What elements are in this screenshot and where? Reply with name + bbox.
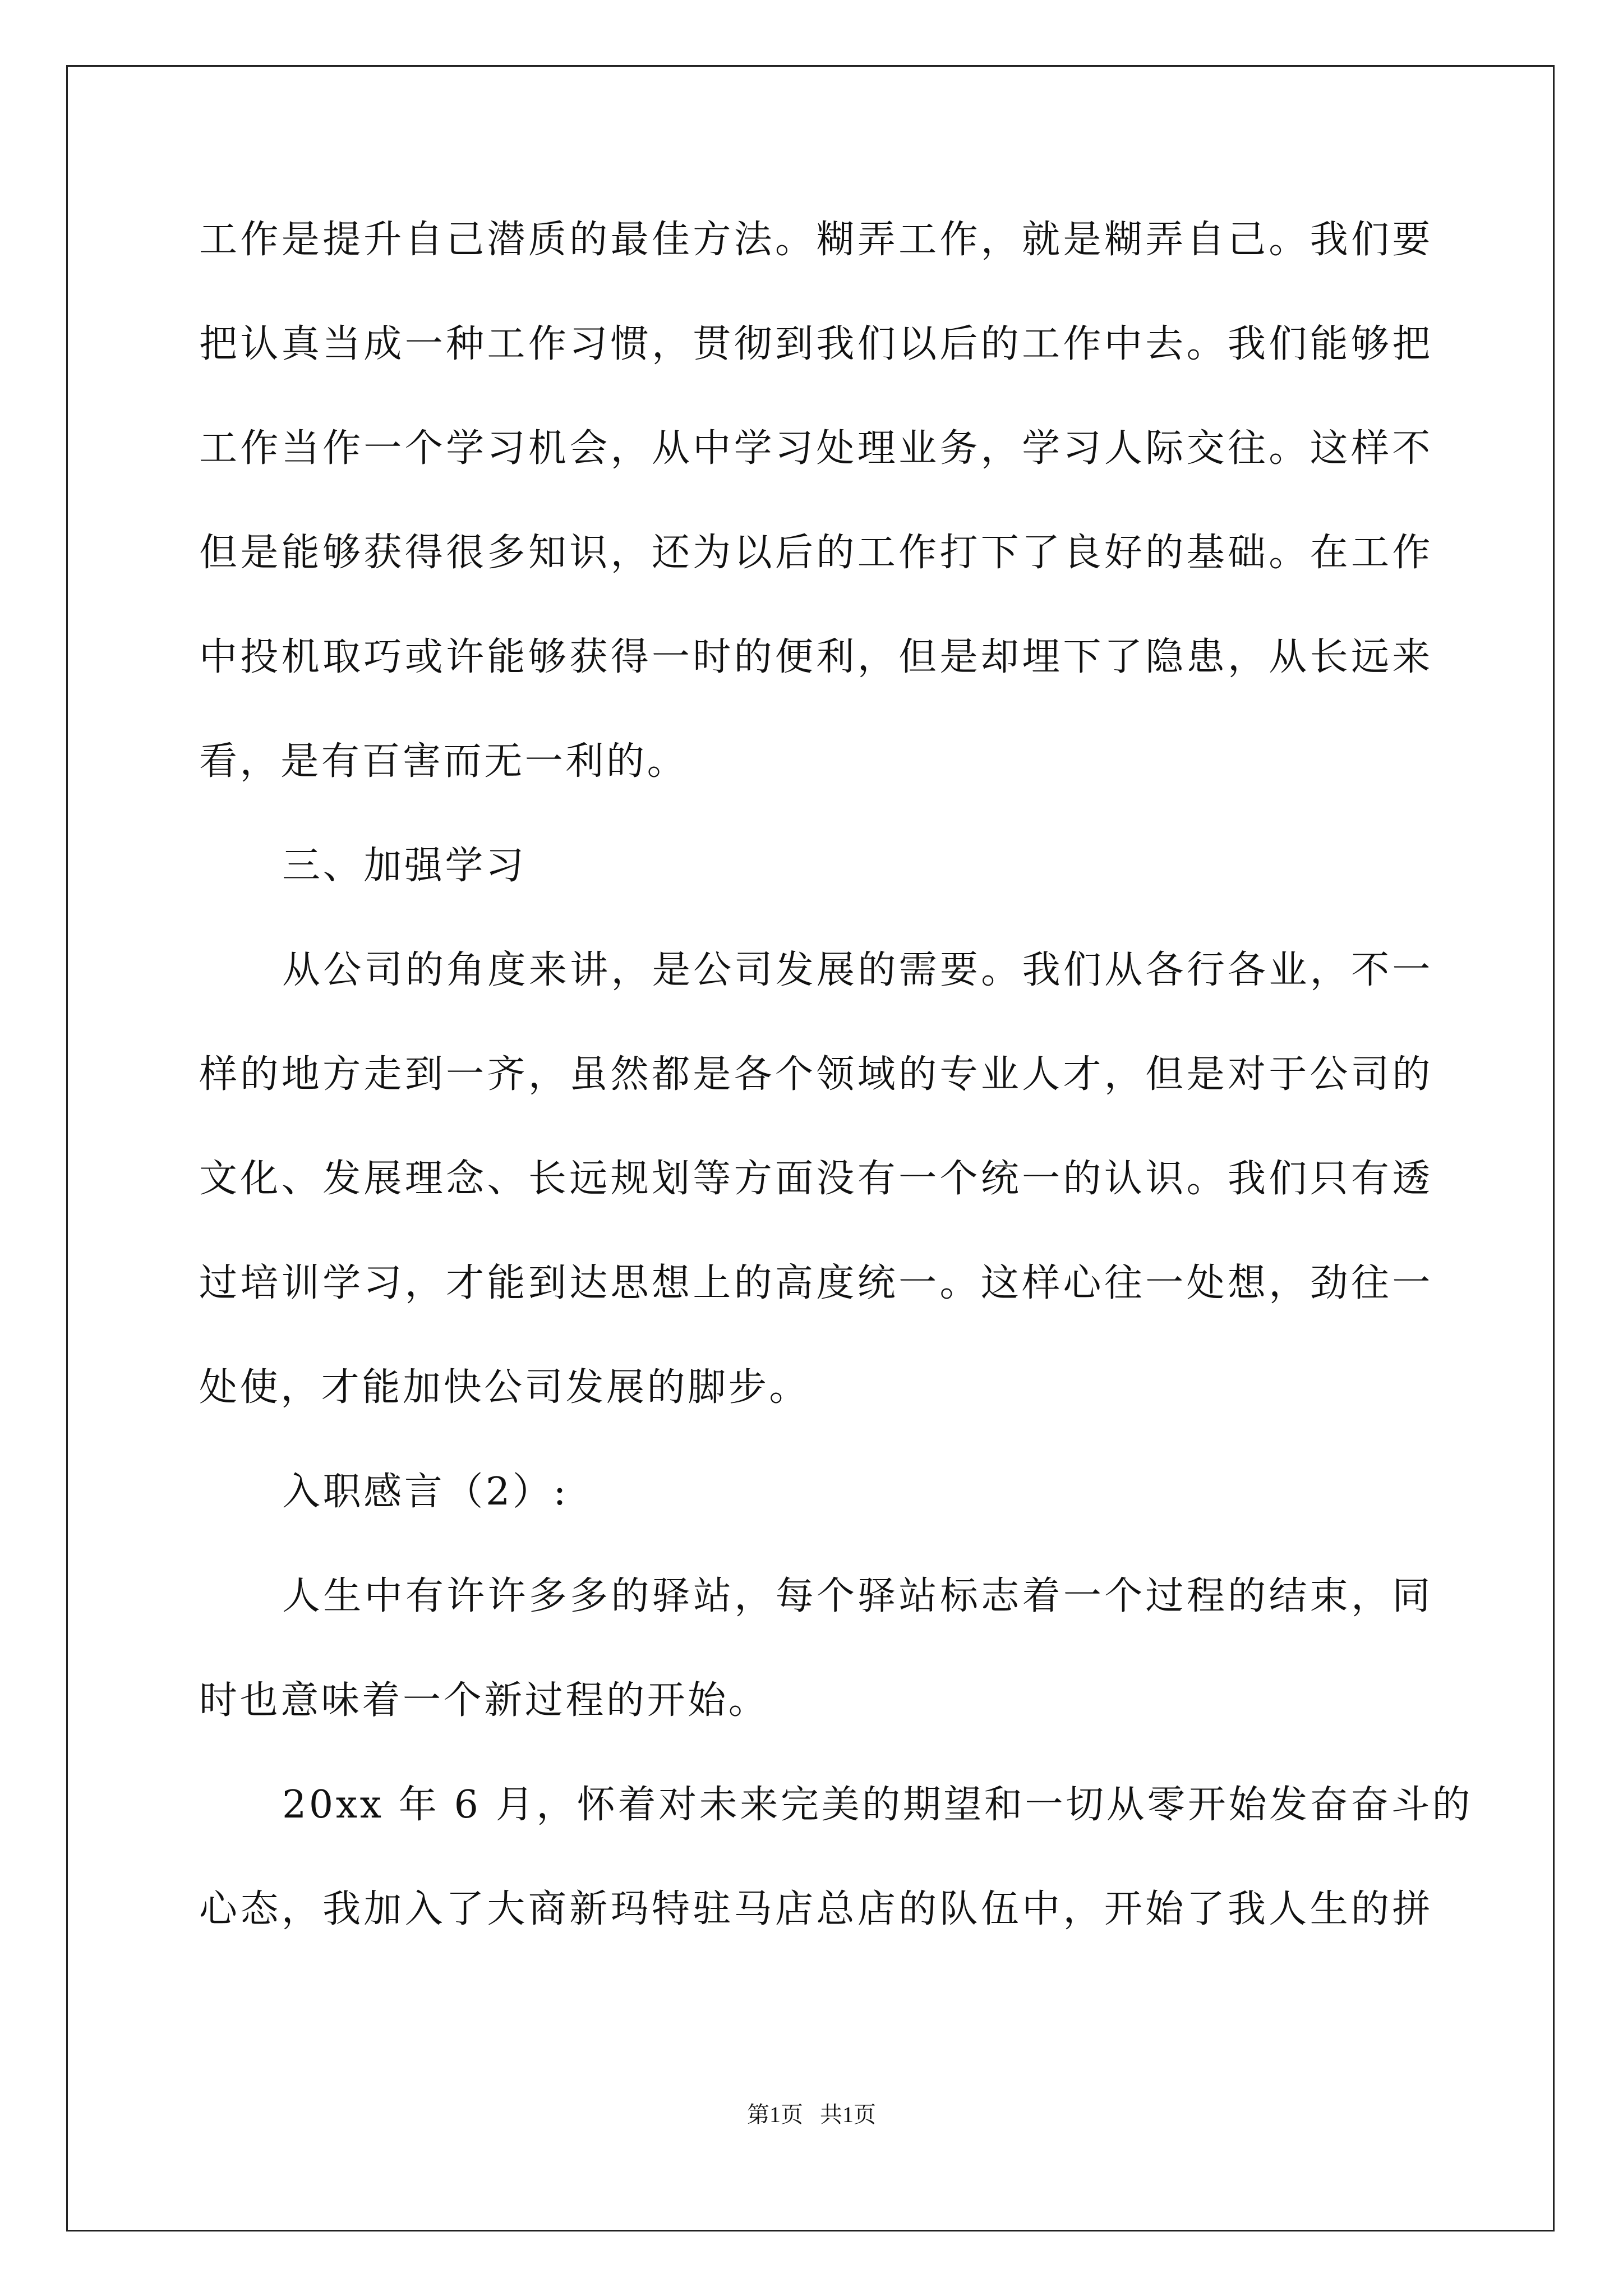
text-line: 从公司的角度来讲，是公司发展的需要。我们从各行各业，不一 [282, 948, 1433, 992]
text-line: 把认真当成一种工作习惯，贯彻到我们以后的工作中去。我们能够把 [199, 322, 1433, 366]
text-line: 中投机取巧或许能够获得一时的便利，但是却埋下了隐患，从长远来 [199, 635, 1433, 679]
text-line: 人生中有许许多多的驿站，每个驿站标志着一个过程的结束，同 [282, 1574, 1433, 1618]
text-line: 处使，才能加快公司发展的脚步。 [199, 1365, 810, 1410]
text-line: 20xx 年 6 月，怀着对未来完美的期望和一切从零开始发奋奋斗的 [282, 1783, 1473, 1827]
page-footer: 第1页 共1页 [747, 2102, 876, 2127]
text-line: 文化、发展理念、长远规划等方面没有一个统一的认识。我们只有透 [199, 1157, 1433, 1201]
text-line: 但是能够获得很多知识，还为以后的工作打下了良好的基础。在工作 [199, 531, 1433, 575]
text-line: 看，是有百害而无一利的。 [199, 739, 688, 784]
text-line: 过培训学习，才能到达思想上的高度统一。这样心往一处想，劲往一 [199, 1261, 1433, 1305]
text-line: 样的地方走到一齐，虽然都是各个领域的专业人才，但是对于公司的 [199, 1052, 1433, 1097]
text-line: 心态，我加入了大商新玛特驻马店总店的队伍中，开始了我人生的拼 [199, 1887, 1433, 1931]
text-line: 工作当作一个学习机会，从中学习处理业务，学习人际交往。这样不 [199, 426, 1433, 471]
section-heading: 入职感言（2）: [282, 1470, 569, 1514]
section-heading: 三、加强学习 [282, 844, 527, 888]
text-line: 时也意味着一个新过程的开始。 [199, 1678, 769, 1723]
text-line: 工作是提升自己潜质的最佳方法。糊弄工作，就是糊弄自己。我们要 [199, 218, 1433, 262]
